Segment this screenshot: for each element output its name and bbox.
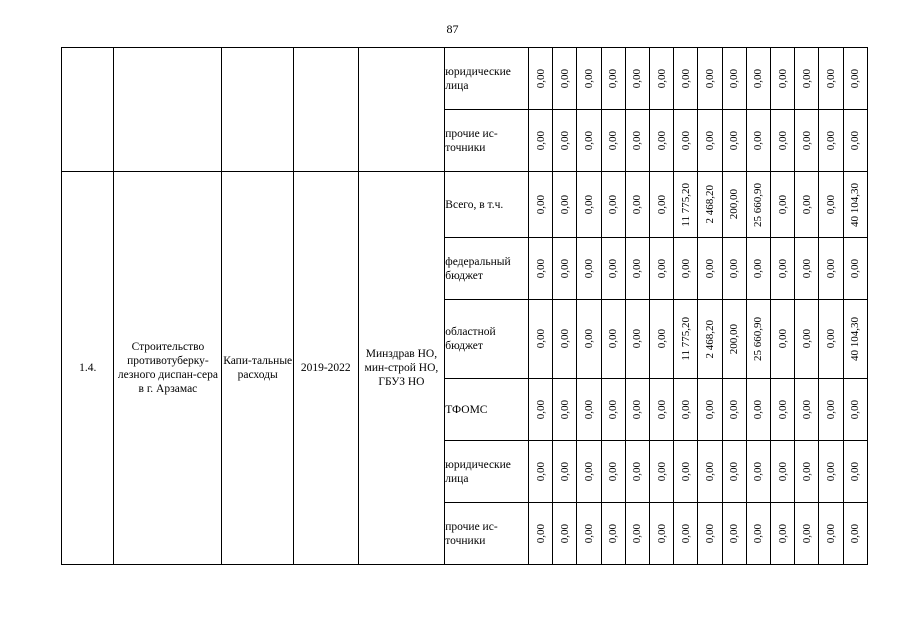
value-text: 0,00: [607, 399, 620, 420]
value-text: 40 104,30: [849, 182, 862, 227]
value-cell: [529, 110, 553, 172]
value-text: 200,00: [728, 189, 741, 220]
value-cell: [650, 172, 674, 238]
value-cell: [746, 48, 770, 110]
value-cell: [553, 238, 577, 300]
value-text: 0,00: [849, 523, 862, 544]
value-cell: [650, 48, 674, 110]
value-cell: [771, 379, 795, 441]
value-cell: [746, 110, 770, 172]
value-cell: [674, 238, 698, 300]
value-text: 0,00: [728, 461, 741, 482]
value-text: 0,00: [849, 258, 862, 279]
value-cell: [771, 441, 795, 503]
funding-source-cell: областной бюджет: [445, 300, 529, 379]
item-name-cell: [114, 48, 222, 172]
value-cell: [577, 379, 601, 441]
value-cell: [746, 172, 770, 238]
value-text: 0,00: [631, 329, 644, 349]
value-text: 0,00: [607, 68, 620, 89]
value-cell: [601, 48, 625, 110]
value-cell: [553, 379, 577, 441]
value-cell: [819, 441, 843, 503]
value-text: 0,00: [607, 461, 620, 482]
value-text: 0,00: [534, 68, 547, 89]
value-cell: [529, 503, 553, 565]
value-text: 0,00: [800, 523, 813, 544]
value-cell: [698, 503, 722, 565]
value-text: 0,00: [655, 399, 668, 420]
funding-source-cell: юридические лица: [445, 441, 529, 503]
value-text: 0,00: [704, 130, 717, 151]
budget-table: [61, 47, 868, 565]
value-cell: [577, 441, 601, 503]
value-text: 0,00: [849, 68, 862, 89]
value-text: 0,00: [776, 194, 789, 215]
value-text: 0,00: [558, 461, 571, 482]
item-executor-cell: Минздрав НО, мин-строй НО, ГБУЗ НО: [358, 172, 445, 565]
value-text: 0,00: [679, 461, 692, 482]
value-cell: [795, 110, 819, 172]
value-cell: [625, 379, 649, 441]
value-cell: [625, 238, 649, 300]
value-cell: [698, 300, 722, 379]
value-cell: [746, 503, 770, 565]
value-text: 0,00: [752, 258, 765, 279]
value-cell: [674, 379, 698, 441]
value-cell: [650, 503, 674, 565]
value-cell: [722, 172, 746, 238]
value-cell: [819, 300, 843, 379]
value-cell: [698, 110, 722, 172]
value-text: 0,00: [534, 258, 547, 279]
value-cell: [771, 110, 795, 172]
value-cell: [674, 172, 698, 238]
funding-source-cell: прочие ис-точники: [445, 110, 529, 172]
value-cell: [795, 238, 819, 300]
value-cell: [674, 300, 698, 379]
value-cell: [601, 172, 625, 238]
value-text: 0,00: [583, 68, 595, 89]
value-text: 0,00: [776, 399, 789, 420]
value-text: 0,00: [849, 130, 862, 151]
value-text: 0,00: [583, 130, 595, 151]
value-text: 25 660,90: [752, 182, 765, 227]
value-text: 0,00: [607, 523, 620, 544]
value-text: 0,00: [825, 258, 838, 279]
value-text: 0,00: [800, 130, 813, 151]
value-text: 0,00: [679, 130, 692, 151]
value-text: 0,00: [776, 329, 789, 349]
value-text: 0,00: [534, 194, 547, 215]
value-text: 0,00: [752, 399, 765, 420]
value-cell: [698, 379, 722, 441]
value-cell: [601, 441, 625, 503]
item-period-cell: [293, 48, 358, 172]
value-text: 0,00: [655, 194, 668, 215]
value-cell: [795, 300, 819, 379]
value-cell: [529, 48, 553, 110]
value-cell: [625, 110, 649, 172]
funding-source-cell: Всего, в т.ч.: [445, 172, 529, 238]
value-cell: [674, 441, 698, 503]
value-text: 0,00: [583, 523, 595, 544]
value-cell: [746, 238, 770, 300]
value-text: 0,00: [800, 329, 813, 349]
value-text: 0,00: [776, 68, 789, 89]
funding-source-cell: ТФОМС: [445, 379, 529, 441]
value-text: 0,00: [825, 523, 838, 544]
value-text: 0,00: [704, 399, 717, 420]
value-cell: [625, 48, 649, 110]
value-cell: [674, 503, 698, 565]
item-type-cell: [222, 48, 294, 172]
value-text: 0,00: [534, 461, 547, 482]
value-text: 0,00: [558, 523, 571, 544]
value-cell: [746, 379, 770, 441]
value-cell: [601, 503, 625, 565]
value-cell: [698, 172, 722, 238]
value-cell: [746, 441, 770, 503]
value-text: 0,00: [825, 399, 838, 420]
value-cell: [771, 300, 795, 379]
value-text: 0,00: [655, 258, 668, 279]
value-text: 0,00: [631, 258, 644, 279]
value-text: 0,00: [558, 68, 571, 89]
value-text: 0,00: [583, 258, 595, 279]
value-cell: [601, 238, 625, 300]
value-text: 0,00: [631, 399, 644, 420]
table-row: [62, 172, 868, 238]
value-text: 0,00: [607, 194, 620, 215]
value-text: 0,00: [704, 461, 717, 482]
value-cell: [843, 238, 867, 300]
value-text: 0,00: [825, 329, 838, 349]
value-cell: [577, 300, 601, 379]
value-text: 0,00: [558, 329, 571, 349]
value-text: 0,00: [558, 130, 571, 151]
value-cell: [819, 172, 843, 238]
value-text: 0,00: [776, 461, 789, 482]
value-text: 0,00: [655, 68, 668, 89]
value-text: 0,00: [704, 258, 717, 279]
table-row: [62, 48, 868, 110]
value-cell: [819, 110, 843, 172]
value-cell: [698, 48, 722, 110]
value-text: 0,00: [800, 461, 813, 482]
value-cell: [843, 300, 867, 379]
value-cell: [529, 300, 553, 379]
value-text: 0,00: [752, 461, 765, 482]
value-cell: [843, 503, 867, 565]
value-text: 0,00: [631, 68, 644, 89]
value-cell: [843, 172, 867, 238]
value-text: 0,00: [825, 130, 838, 151]
value-cell: [577, 172, 601, 238]
value-cell: [553, 48, 577, 110]
value-text: 0,00: [728, 68, 741, 89]
value-text: 0,00: [728, 399, 741, 420]
value-text: 0,00: [728, 130, 741, 151]
item-number-cell: [62, 48, 114, 172]
funding-source-cell: прочие ис-точники: [445, 503, 529, 565]
value-text: 25 660,90: [752, 317, 765, 361]
value-text: 0,00: [583, 461, 595, 482]
item-executor-cell: [358, 48, 445, 172]
value-text: 0,00: [704, 68, 717, 89]
value-cell: [795, 441, 819, 503]
value-text: 0,00: [558, 194, 571, 215]
value-cell: [819, 238, 843, 300]
value-cell: [601, 300, 625, 379]
value-cell: [650, 110, 674, 172]
value-cell: [819, 48, 843, 110]
value-cell: [650, 300, 674, 379]
value-text: 0,00: [728, 258, 741, 279]
value-cell: [843, 379, 867, 441]
value-cell: [795, 503, 819, 565]
value-text: 0,00: [752, 523, 765, 544]
value-text: 0,00: [534, 523, 547, 544]
value-cell: [601, 110, 625, 172]
value-cell: [722, 441, 746, 503]
value-cell: [843, 48, 867, 110]
value-cell: [577, 48, 601, 110]
value-cell: [795, 48, 819, 110]
value-cell: [553, 441, 577, 503]
value-text: 0,00: [752, 130, 765, 151]
value-text: 0,00: [776, 523, 789, 544]
value-cell: [843, 441, 867, 503]
value-text: 0,00: [558, 258, 571, 279]
value-text: 0,00: [776, 130, 789, 151]
budget-table-body: [62, 48, 868, 565]
value-cell: [625, 503, 649, 565]
value-cell: [771, 172, 795, 238]
funding-source-cell: юридические лица: [445, 48, 529, 110]
value-cell: [674, 48, 698, 110]
value-text: 0,00: [607, 329, 620, 349]
value-text: 0,00: [631, 523, 644, 544]
value-text: 0,00: [800, 194, 813, 215]
value-cell: [722, 110, 746, 172]
value-cell: [625, 300, 649, 379]
value-cell: [795, 172, 819, 238]
value-text: 0,00: [679, 523, 692, 544]
value-text: 0,00: [728, 523, 741, 544]
value-text: 0,00: [655, 461, 668, 482]
value-text: 2 468,20: [704, 319, 717, 359]
value-text: 0,00: [534, 329, 547, 349]
value-text: 0,00: [534, 399, 547, 420]
value-cell: [722, 300, 746, 379]
value-text: 0,00: [655, 130, 668, 151]
value-text: 0,00: [583, 399, 595, 420]
value-cell: [650, 441, 674, 503]
value-text: 11 775,20: [679, 317, 692, 361]
value-cell: [625, 441, 649, 503]
value-text: 0,00: [825, 461, 838, 482]
value-cell: [795, 379, 819, 441]
value-text: 0,00: [800, 68, 813, 89]
value-cell: [698, 238, 722, 300]
value-cell: [674, 110, 698, 172]
value-cell: [650, 379, 674, 441]
value-cell: [771, 238, 795, 300]
value-cell: [746, 300, 770, 379]
value-text: 0,00: [704, 523, 717, 544]
value-text: 0,00: [752, 68, 765, 89]
value-text: 0,00: [849, 461, 862, 482]
value-cell: [577, 238, 601, 300]
value-cell: [722, 238, 746, 300]
value-cell: [625, 172, 649, 238]
funding-source-cell: федеральный бюджет: [445, 238, 529, 300]
value-text: 0,00: [558, 399, 571, 420]
item-period-cell: 2019-2022: [293, 172, 358, 565]
value-cell: [650, 238, 674, 300]
value-text: 200,00: [728, 323, 741, 355]
value-text: 0,00: [655, 523, 668, 544]
item-name-cell: Строительство противотуберку-лезного диспан-сера в г. Арзамас: [114, 172, 222, 565]
value-cell: [553, 172, 577, 238]
value-text: 0,00: [776, 258, 789, 279]
value-cell: [819, 379, 843, 441]
value-cell: [819, 503, 843, 565]
value-text: 11 775,20: [679, 182, 692, 227]
value-cell: [553, 503, 577, 565]
value-text: 0,00: [849, 399, 862, 420]
value-cell: [577, 110, 601, 172]
value-text: 0,00: [800, 258, 813, 279]
value-text: 0,00: [679, 68, 692, 89]
item-number-cell: 1.4.: [62, 172, 114, 565]
page-number: 87: [446, 22, 459, 36]
value-cell: [722, 379, 746, 441]
value-text: 0,00: [655, 329, 668, 349]
value-cell: [698, 441, 722, 503]
value-text: 0,00: [607, 258, 620, 279]
value-text: 0,00: [607, 130, 620, 151]
value-text: 2 468,20: [704, 185, 717, 224]
value-text: 40 104,30: [849, 317, 862, 361]
value-text: 0,00: [631, 194, 644, 215]
value-text: 0,00: [583, 329, 595, 349]
value-text: 0,00: [825, 194, 838, 215]
value-text: 0,00: [825, 68, 838, 89]
item-type-cell: Капи-тальные расходы: [222, 172, 294, 565]
value-text: 0,00: [583, 194, 595, 215]
value-cell: [529, 172, 553, 238]
value-text: 0,00: [534, 130, 547, 151]
value-cell: [553, 300, 577, 379]
value-cell: [843, 110, 867, 172]
value-cell: [529, 379, 553, 441]
value-text: 0,00: [679, 258, 692, 279]
value-cell: [529, 238, 553, 300]
value-cell: [722, 503, 746, 565]
value-cell: [771, 48, 795, 110]
value-cell: [771, 503, 795, 565]
value-text: 0,00: [800, 399, 813, 420]
value-text: 0,00: [679, 399, 692, 420]
value-cell: [577, 503, 601, 565]
value-cell: [553, 110, 577, 172]
value-cell: [529, 441, 553, 503]
value-cell: [601, 379, 625, 441]
value-text: 0,00: [631, 461, 644, 482]
value-cell: [722, 48, 746, 110]
value-text: 0,00: [631, 130, 644, 151]
